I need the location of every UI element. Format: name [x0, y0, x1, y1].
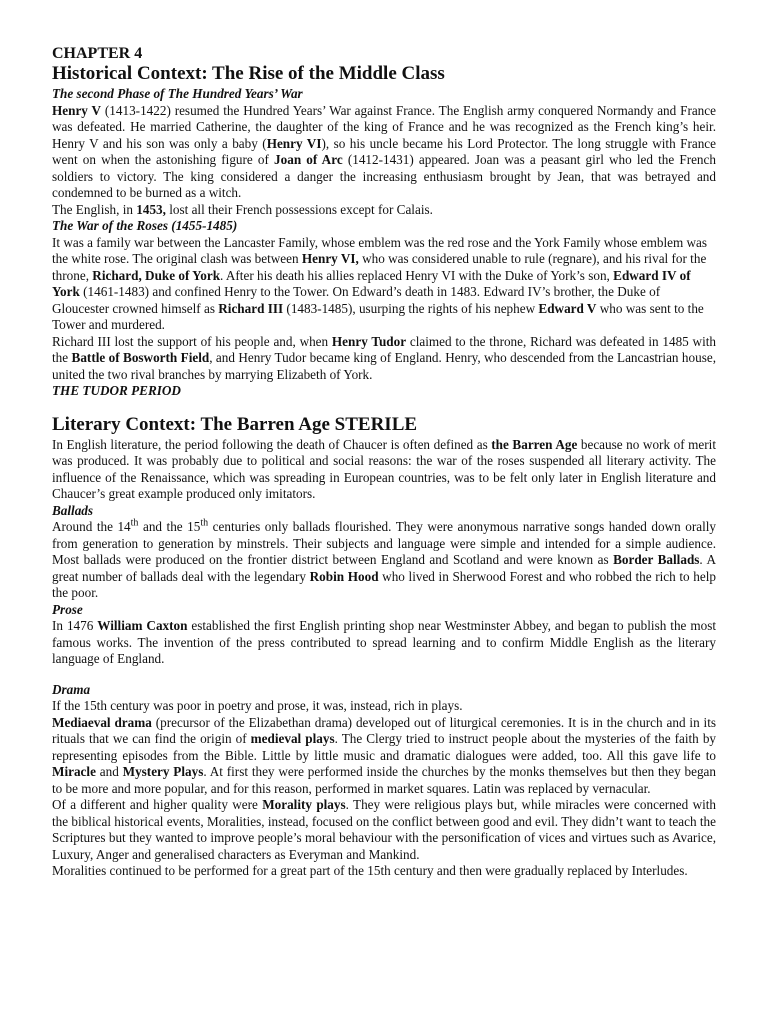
text-run: (1413-1422) resumed the Hundred Years’ War against France. The English army conquered Normandy and France was defeated. He married Catherine, the daughter of the king of France and he was recognized as the French king’s heir. Henry V and his son was only a baby (: [52, 102, 716, 151]
text-run: (1483-1485), usurping the rights of his nephew: [283, 300, 539, 316]
bold-term: Mystery Plays: [122, 764, 204, 779]
section-spacer: [52, 400, 716, 414]
prose-paragraph: [52, 618, 716, 668]
text-run: If the 15th century was poor in poetry and prose, it was, instead, rich in plays.: [52, 698, 463, 713]
text-run: who lived in Sherwood Forest and who robbed the rich to help the poor.: [52, 568, 716, 600]
text-run: . At first they were performed inside the churches by the monks themselves but then they began to be more and more popular, and for this reason, performed in market squares. Latin was replaced by vernacular.: [52, 764, 717, 796]
bosworth-paragraph: [52, 334, 716, 384]
prose-heading: Prose: [52, 601, 83, 617]
text-run: centuries only ballads flourished. They were anonymous narrative songs handed down orally from generation to generation by minstrels. Their subjects and language were simple and intended for a simple audience. Most ballads were produced on the frontier district between England and Scotland and were known as: [52, 519, 716, 567]
barren-age-paragraph: [52, 437, 716, 503]
superscript: th: [130, 517, 139, 529]
calais-paragraph: [52, 202, 716, 219]
ballads-heading: Ballads: [52, 502, 94, 518]
interludes-paragraph: [52, 863, 716, 880]
drama-heading: Drama: [52, 681, 91, 697]
bold-term: Henry V: [52, 102, 102, 118]
bold-term: Robin Hood: [309, 568, 379, 584]
war-of-roses-heading: The War of the Roses (1455-1485): [52, 218, 238, 233]
text-run: Of a different and higher quality were: [52, 797, 263, 812]
literary-context-title: Literary Context: The Barren Age STERILE: [52, 413, 418, 435]
bold-term: Edward IV of York: [52, 267, 691, 299]
text-run: (1461-1483) and confined Henry to the Tower. On Edward’s death in 1483. Edward IV’s brother, the Duke of Gloucester crowned himself as: [52, 284, 661, 316]
text-run: In English literature, the period following the death of Chaucer is often defined as: [52, 436, 492, 452]
morality-plays-paragraph: [52, 797, 716, 863]
text-run: , and Henry Tudor became king of England. Henry, who descended from the Lancastrian house, united the two rival branches by marrying Elizabeth of York.: [52, 350, 716, 382]
section-spacer: [52, 668, 716, 682]
text-run: . The Clergy tried to instruct people about the mysteries of the faith by representing episodes from the Bible. Little by little music and dramatic dialogues were added, too. All this gave life to: [52, 731, 717, 763]
bold-term: William Caxton: [97, 618, 188, 633]
tudor-period-heading: THE TUDOR PERIOD: [52, 383, 181, 398]
text-run: lost all their French possessions except for Calais.: [165, 201, 433, 217]
text-run: claimed to the throne, Richard was defeated in 1485 with the: [52, 333, 716, 365]
text-run: who was sent to the Tower and murdered.: [52, 300, 704, 332]
hundred-years-war-paragraph: [52, 103, 716, 202]
text-run: Richard III lost the support of his people and, when: [52, 333, 332, 349]
mediaeval-drama-paragraph: [52, 715, 716, 798]
bold-term: medieval plays: [250, 731, 335, 746]
bold-term: Richard III: [218, 300, 284, 316]
bold-term: Joan of Arc: [274, 152, 343, 167]
text-run: because no work of merit was produced. It was probably due to political and social reasons: the war of the roses suspended all literary activity. The influence of the Renaissance, which was spreading in European countries, was to be felt only later in English literature and Chaucer’s great example produced only imitators.: [52, 436, 716, 501]
text-run: It was a family war between the Lancaster Family, whose emblem was the red rose and the York Family whose emblem was the white rose. The original clash was between: [52, 234, 708, 266]
text-run: Around the 14: [52, 519, 131, 534]
bold-term: Border Ballads: [613, 552, 700, 567]
text-run: . They were religious plays but, while miracles were concerned with the biblical historical events, Moralities, instead, focused on the conflict between good and evil. They didn’t want to teach the Scriptures but they wanted to improve people’s moral behaviour with the personification of vices and virtues such as Avarice, Luxury, Anger and generalised characters as Everyman and Mankind.: [52, 797, 717, 862]
bold-term: Edward V: [538, 300, 597, 316]
bold-term: 1453,: [136, 201, 166, 217]
bold-term: Henry Tudor: [331, 333, 407, 349]
text-run: Moralities continued to be performed for a great part of the 15th century and then were gradually replaced by Interludes.: [52, 863, 688, 878]
bold-term: Miracle: [52, 764, 96, 779]
bold-term: Henry VI: [266, 135, 322, 151]
bold-term: Mediaeval drama: [52, 714, 152, 730]
text-run: established the first English printing shop near Westminster Abbey, and began to publish the most famous works. The invention of the press contributed to spread learning and to confirm Middle English as the literary language of England.: [52, 618, 716, 666]
war-of-roses-paragraph: [52, 235, 716, 334]
ballads-paragraph: [52, 519, 716, 602]
superscript: th: [200, 517, 209, 529]
bold-term: Morality plays: [262, 797, 346, 812]
document-page: [52, 44, 716, 880]
text-run: The English, in: [52, 201, 137, 217]
text-run: and: [95, 764, 123, 779]
text-run: who was considered unable to rule (regnare), and his rival for the throne,: [52, 251, 707, 283]
text-run: . After his death his allies replaced Henry VI with the Duke of York’s son,: [220, 267, 614, 283]
text-run: (precursor of the Elizabethan drama) developed out of liturgical ceremonies. It is in the church and in its rituals that we can find the origin of: [52, 714, 716, 746]
text-run: ), so his uncle became his Lord Protector. The long struggle with France went on when the astonishing figure of: [52, 135, 716, 167]
chapter-label: CHAPTER 4: [52, 45, 143, 62]
text-run: In 1476: [52, 618, 98, 633]
bold-term: Battle of Bosworth Field: [71, 350, 210, 365]
bold-term: Richard, Duke of York: [92, 267, 221, 283]
text-run: . A great number of ballads deal with the legendary: [52, 552, 717, 584]
bold-term: Henry VI,: [301, 251, 359, 266]
text-run: and the 15: [138, 519, 201, 534]
bold-term: the Barren Age: [491, 436, 578, 452]
drama-intro-paragraph: [52, 698, 716, 715]
historical-context-title: Historical Context: The Rise of the Middle Class: [52, 63, 445, 84]
text-run: (1412-1431) appeared. Joan was a peasant girl who led the French soldiers to victory. The king considered a danger the increasing enthusiasm brought by Jean, that was betrayed and condemned to be burned as a witch.: [52, 152, 716, 200]
hundred-years-war-heading: The second Phase of The Hundred Years’ War: [52, 86, 303, 101]
